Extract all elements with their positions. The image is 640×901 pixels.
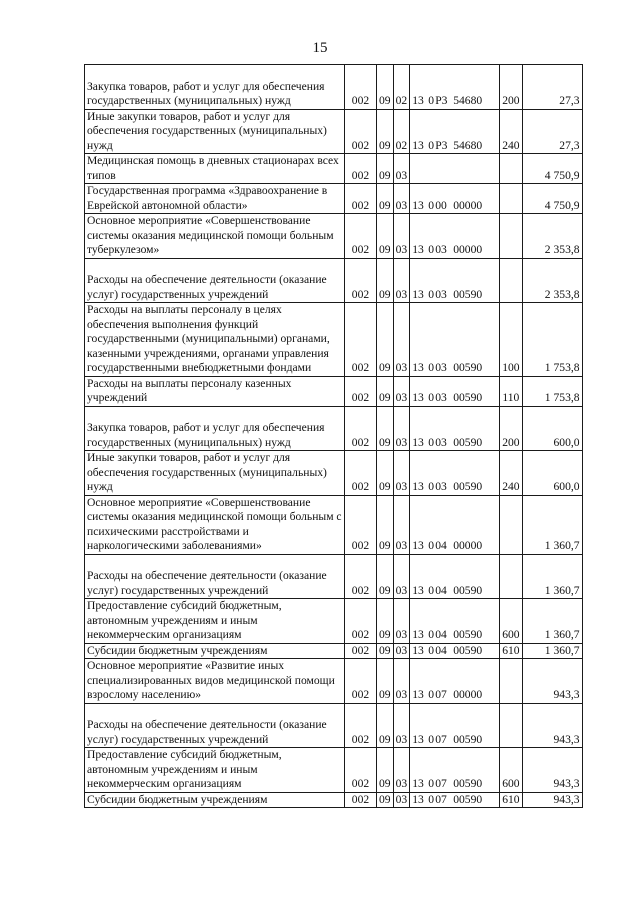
amount: 4 750,9	[522, 184, 582, 214]
csr-part-p1: 13	[412, 583, 424, 597]
amount: 1 360,7	[522, 599, 582, 644]
csr-part-p3: 07	[435, 732, 447, 746]
pr-code: 03	[393, 599, 410, 644]
row-name: Расходы на выплаты персоналу в целях обеспечения выполнения функций государственными (муниципальными) органами, казенными учреждениями, органами управления государственными внебюджетными фондами	[85, 303, 345, 377]
pr-code: 03	[393, 214, 410, 259]
rz-code: 09	[377, 659, 394, 704]
row-name: Расходы на обеспечение деятельности (оказание услуг) государственных учреждений	[85, 258, 345, 303]
csr-part-p4: 00590	[453, 287, 483, 301]
rz-code: 09	[377, 703, 394, 748]
row-name: Основное мероприятие «Совершенствование системы оказания медицинской помощи больным с психическими расстройствами и наркологическими заболеваниями»	[85, 495, 345, 554]
pr-code: 03	[393, 303, 410, 377]
rz-code: 09	[377, 184, 394, 214]
ved-code: 002	[345, 184, 377, 214]
row-name: Основное мероприятие «Совершенствование системы оказания медицинской помощи больным туберкулезом»	[85, 214, 345, 259]
vr-code	[500, 184, 522, 214]
amount: 943,3	[522, 659, 582, 704]
pr-code: 03	[393, 643, 410, 659]
ved-code: 002	[345, 554, 377, 599]
csr-part-p4: 00590	[453, 480, 483, 493]
row-name: Субсидии бюджетным учреждениям	[85, 643, 345, 659]
amount: 1 360,7	[522, 554, 582, 599]
csr-part-p3: 04	[435, 539, 447, 552]
csr-part-p2: 0	[428, 628, 434, 641]
csr-part-p1: 13	[412, 198, 424, 212]
table-row	[85, 792, 583, 808]
csr-part-p2: 0	[428, 792, 434, 806]
vr-code	[500, 258, 522, 303]
vr-code: 610	[500, 643, 522, 659]
rz-code: 09	[377, 65, 394, 110]
budget-table	[84, 64, 583, 808]
vr-code	[500, 703, 522, 748]
csr-part-p1: 13	[412, 792, 424, 806]
amount: 2 353,8	[522, 214, 582, 259]
page-number: 15	[312, 40, 328, 56]
csr-part-p1: 13	[412, 138, 424, 152]
rz-code: 09	[377, 554, 394, 599]
ved-code: 002	[345, 376, 377, 406]
csr-part-p1: 13	[412, 732, 424, 746]
csr-part-p1: 13	[412, 777, 424, 790]
row-name: Субсидии бюджетным учреждениям	[85, 792, 345, 808]
ved-code: 002	[345, 258, 377, 303]
csr-code	[410, 154, 500, 184]
csr-part-p3: 07	[435, 777, 447, 790]
amount: 943,3	[522, 748, 582, 793]
pr-code: 03	[393, 659, 410, 704]
csr-part-p1: 13	[412, 391, 424, 404]
pr-code: 03	[393, 451, 410, 496]
csr-part-p4: 00590	[453, 643, 483, 657]
table-row	[85, 495, 583, 554]
csr-part-p1: 13	[412, 94, 424, 107]
table-row	[85, 406, 583, 451]
rz-code: 09	[377, 451, 394, 496]
amount: 600,0	[522, 451, 582, 496]
csr-part-p2: 0	[428, 732, 434, 746]
csr-part-p3: 03	[435, 391, 447, 404]
table-row	[85, 109, 583, 154]
pr-code: 03	[393, 376, 410, 406]
vr-code: 600	[500, 748, 522, 793]
vr-code	[500, 154, 522, 184]
ved-code: 002	[345, 643, 377, 659]
row-name: Иные закупки товаров, работ и услуг для обеспечения государственных (муниципальных) нужд	[85, 109, 345, 154]
csr-part-p4: 00590	[453, 628, 483, 641]
csr-part-p2: 0	[428, 688, 434, 701]
csr-part-p3: 07	[435, 688, 447, 701]
csr-part-p4: 54680	[453, 138, 483, 152]
pr-code: 02	[393, 65, 410, 110]
rz-code: 09	[377, 406, 394, 451]
table-row	[85, 258, 583, 303]
pr-code: 03	[393, 184, 410, 214]
csr-part-p2: 0	[428, 777, 434, 790]
vr-code: 600	[500, 599, 522, 644]
pr-code: 03	[393, 406, 410, 451]
rz-code: 09	[377, 258, 394, 303]
csr-part-p2: 0	[428, 435, 434, 449]
vr-code: 240	[500, 451, 522, 496]
row-name: Закупка товаров, работ и услуг для обеспечения государственных (муниципальных) нужд	[85, 406, 345, 451]
csr-code	[410, 214, 500, 259]
csr-part-p2: 0	[428, 243, 434, 256]
csr-part-p2: 0	[428, 583, 434, 597]
csr-part-p3: 04	[435, 628, 447, 641]
amount: 27,3	[522, 109, 582, 154]
pr-code: 03	[393, 792, 410, 808]
csr-code	[410, 258, 500, 303]
pr-code: 03	[393, 154, 410, 184]
csr-part-p2: 0	[428, 643, 434, 657]
csr-part-p3: 07	[435, 792, 447, 806]
csr-part-p1: 13	[412, 287, 424, 301]
rz-code: 09	[377, 599, 394, 644]
csr-code	[410, 554, 500, 599]
ved-code: 002	[345, 109, 377, 154]
rz-code: 09	[377, 109, 394, 154]
csr-part-p4: 00590	[453, 792, 483, 806]
csr-part-p4: 00590	[453, 583, 483, 597]
pr-code: 03	[393, 703, 410, 748]
csr-code	[410, 376, 500, 406]
amount: 2 353,8	[522, 258, 582, 303]
csr-part-p3: 00	[435, 198, 447, 212]
vr-code: 110	[500, 376, 522, 406]
amount: 4 750,9	[522, 154, 582, 184]
table-row	[85, 703, 583, 748]
amount: 600,0	[522, 406, 582, 451]
table-row	[85, 184, 583, 214]
csr-part-p2: 0	[428, 94, 434, 107]
ved-code: 002	[345, 214, 377, 259]
csr-part-p4: 00590	[453, 732, 483, 746]
vr-code	[500, 214, 522, 259]
table-row	[85, 748, 583, 793]
csr-part-p3: 03	[435, 243, 447, 256]
csr-code	[410, 495, 500, 554]
csr-part-p3: 03	[435, 361, 447, 374]
csr-part-p4: 00590	[453, 361, 483, 374]
ved-code: 002	[345, 703, 377, 748]
amount: 1 360,7	[522, 495, 582, 554]
amount: 943,3	[522, 703, 582, 748]
csr-part-p3: 04	[435, 643, 447, 657]
csr-part-p1: 13	[412, 480, 424, 493]
rz-code: 09	[377, 792, 394, 808]
csr-part-p1: 13	[412, 361, 424, 374]
ved-code: 002	[345, 303, 377, 377]
row-name: Расходы на обеспечение деятельности (оказание услуг) государственных учреждений	[85, 703, 345, 748]
vr-code: 100	[500, 303, 522, 377]
vr-code	[500, 659, 522, 704]
csr-part-p3: Р3	[435, 138, 448, 152]
csr-part-p4: 00000	[453, 243, 483, 256]
ved-code: 002	[345, 659, 377, 704]
table-row	[85, 154, 583, 184]
vr-code: 240	[500, 109, 522, 154]
rz-code: 09	[377, 214, 394, 259]
csr-part-p3: 03	[435, 480, 447, 493]
csr-part-p2: 0	[428, 480, 434, 493]
pr-code: 03	[393, 748, 410, 793]
ved-code: 002	[345, 451, 377, 496]
csr-part-p4: 00590	[453, 435, 483, 449]
csr-part-p2: 0	[428, 361, 434, 374]
pr-code: 03	[393, 258, 410, 303]
csr-code	[410, 65, 500, 110]
row-name: Основное мероприятие «Развитие иных специализированных видов медицинской помощи взрослому населению»	[85, 659, 345, 704]
csr-part-p2: 0	[428, 287, 434, 301]
table-row	[85, 451, 583, 496]
csr-code	[410, 599, 500, 644]
ved-code: 002	[345, 495, 377, 554]
csr-part-p4: 54680	[453, 94, 483, 107]
csr-part-p1: 13	[412, 628, 424, 641]
csr-part-p2: 0	[428, 198, 434, 212]
amount: 1 753,8	[522, 376, 582, 406]
amount: 27,3	[522, 65, 582, 110]
csr-part-p3: 03	[435, 287, 447, 301]
csr-code	[410, 703, 500, 748]
csr-part-p1: 13	[412, 688, 424, 701]
csr-code	[410, 406, 500, 451]
table-row	[85, 659, 583, 704]
csr-part-p2: 0	[428, 391, 434, 404]
ved-code: 002	[345, 748, 377, 793]
csr-code	[410, 109, 500, 154]
budget-rows	[85, 65, 583, 808]
csr-part-p4: 00000	[453, 198, 483, 212]
csr-part-p3: 03	[435, 435, 447, 449]
csr-part-p4: 00000	[453, 539, 483, 552]
csr-part-p1: 13	[412, 643, 424, 657]
ved-code: 002	[345, 406, 377, 451]
pr-code: 03	[393, 495, 410, 554]
rz-code: 09	[377, 154, 394, 184]
table-row	[85, 65, 583, 110]
vr-code	[500, 495, 522, 554]
csr-part-p1: 13	[412, 243, 424, 256]
table-row	[85, 599, 583, 644]
row-name: Предоставление субсидий бюджетным, автономным учреждениям и иным некоммерческим организациям	[85, 599, 345, 644]
csr-part-p2: 0	[428, 138, 434, 152]
table-row	[85, 376, 583, 406]
vr-code: 200	[500, 406, 522, 451]
csr-code	[410, 792, 500, 808]
row-name: Расходы на выплаты персоналу казенных учреждений	[85, 376, 345, 406]
csr-code	[410, 303, 500, 377]
table-row	[85, 303, 583, 377]
csr-code	[410, 748, 500, 793]
rz-code: 09	[377, 376, 394, 406]
ved-code: 002	[345, 65, 377, 110]
vr-code	[500, 554, 522, 599]
row-name: Расходы на обеспечение деятельности (оказание услуг) государственных учреждений	[85, 554, 345, 599]
csr-part-p1: 13	[412, 435, 424, 449]
csr-code	[410, 451, 500, 496]
row-name: Иные закупки товаров, работ и услуг для обеспечения государственных (муниципальных) нужд	[85, 451, 345, 496]
pr-code: 02	[393, 109, 410, 154]
rz-code: 09	[377, 643, 394, 659]
csr-code	[410, 659, 500, 704]
ved-code: 002	[345, 154, 377, 184]
ved-code: 002	[345, 792, 377, 808]
csr-part-p3: Р3	[435, 94, 448, 107]
amount: 1 753,8	[522, 303, 582, 377]
amount: 1 360,7	[522, 643, 582, 659]
rz-code: 09	[377, 748, 394, 793]
csr-code	[410, 643, 500, 659]
rz-code: 09	[377, 495, 394, 554]
row-name: Закупка товаров, работ и услуг для обеспечения государственных (муниципальных) нужд	[85, 65, 345, 110]
amount: 943,3	[522, 792, 582, 808]
row-name: Предоставление субсидий бюджетным, автономным учреждениям и иным некоммерческим организациям	[85, 748, 345, 793]
table-row	[85, 554, 583, 599]
csr-part-p3: 04	[435, 583, 447, 597]
table-row	[85, 643, 583, 659]
rz-code: 09	[377, 303, 394, 377]
csr-part-p4: 00000	[453, 688, 483, 701]
pr-code: 03	[393, 554, 410, 599]
ved-code: 002	[345, 599, 377, 644]
csr-part-p4: 00590	[453, 777, 483, 790]
csr-part-p1: 13	[412, 539, 424, 552]
csr-part-p2: 0	[428, 539, 434, 552]
table-row	[85, 214, 583, 259]
vr-code: 200	[500, 65, 522, 110]
csr-code	[410, 184, 500, 214]
row-name: Государственная программа «Здравоохранение в Еврейской автономной области»	[85, 184, 345, 214]
csr-part-p4: 00590	[453, 391, 483, 404]
vr-code: 610	[500, 792, 522, 808]
row-name: Медицинская помощь в дневных стационарах всех типов	[85, 154, 345, 184]
